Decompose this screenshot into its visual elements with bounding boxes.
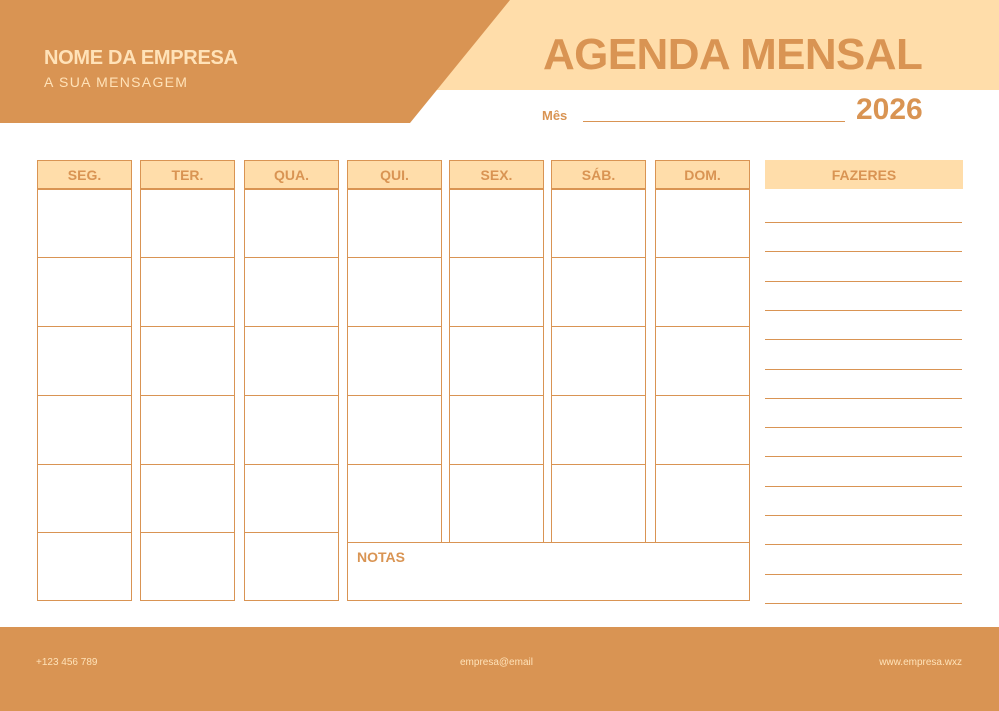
company-tagline: A SUA MENSAGEM: [44, 74, 189, 90]
todo-line[interactable]: [765, 281, 962, 282]
calendar-day-cell[interactable]: [37, 395, 132, 465]
calendar-day-cell[interactable]: [140, 257, 235, 327]
calendar-day-cell[interactable]: [551, 326, 646, 396]
calendar-day-cell[interactable]: [347, 326, 442, 396]
todo-line[interactable]: [765, 515, 962, 516]
calendar-day-cell[interactable]: [244, 464, 339, 533]
footer-website: www.empresa.wxz: [879, 657, 962, 668]
calendar-day-cell[interactable]: [551, 189, 646, 258]
calendar-day-cell[interactable]: [37, 326, 132, 396]
calendar-day-cell[interactable]: [449, 189, 544, 258]
calendar-day-cell[interactable]: [140, 395, 235, 465]
footer-band: [0, 627, 999, 711]
footer-phone: +123 456 789: [36, 657, 98, 668]
calendar-day-cell[interactable]: [37, 464, 132, 533]
footer-email: empresa@email: [460, 657, 533, 668]
calendar-day-cell[interactable]: [551, 257, 646, 327]
todo-line[interactable]: [765, 456, 962, 457]
calendar-day-cell[interactable]: [244, 189, 339, 258]
calendar-day-cell[interactable]: [551, 395, 646, 465]
todo-line[interactable]: [765, 398, 962, 399]
todo-line[interactable]: [765, 603, 962, 604]
calendar-day-cell[interactable]: [347, 395, 442, 465]
todo-line[interactable]: [765, 574, 962, 575]
month-input-line[interactable]: [583, 121, 845, 122]
calendar-day-cell[interactable]: [244, 326, 339, 396]
calendar-day-cell[interactable]: [244, 532, 339, 601]
todo-line[interactable]: [765, 310, 962, 311]
todo-line[interactable]: [765, 222, 962, 223]
calendar-day-cell[interactable]: [347, 189, 442, 258]
calendar-day-cell[interactable]: [449, 395, 544, 465]
month-label: Mês: [542, 108, 568, 123]
calendar-day-cell[interactable]: [37, 189, 132, 258]
todo-header: FAZERES: [765, 160, 963, 189]
weekday-header: SÁB.: [551, 160, 646, 189]
calendar-day-cell[interactable]: [244, 395, 339, 465]
calendar-day-cell[interactable]: [655, 464, 750, 544]
todo-line[interactable]: [765, 427, 962, 428]
calendar-day-cell[interactable]: [37, 257, 132, 327]
calendar-day-cell[interactable]: [655, 326, 750, 396]
calendar-day-cell[interactable]: [655, 395, 750, 465]
weekday-header: TER.: [140, 160, 235, 189]
calendar-day-cell[interactable]: [140, 326, 235, 396]
weekday-header: QUA.: [244, 160, 339, 189]
year-value: 2026: [856, 93, 923, 126]
calendar-day-cell[interactable]: [551, 464, 646, 544]
weekday-header: SEX.: [449, 160, 544, 189]
calendar-day-cell[interactable]: [449, 257, 544, 327]
notes-box[interactable]: [347, 542, 750, 601]
page-title: AGENDA MENSAL: [543, 30, 923, 79]
weekday-header: QUI.: [347, 160, 442, 189]
calendar-day-cell[interactable]: [655, 257, 750, 327]
notes-label: NOTAS: [357, 549, 405, 565]
todo-line[interactable]: [765, 251, 962, 252]
calendar-day-cell[interactable]: [37, 532, 132, 601]
calendar-day-cell[interactable]: [140, 464, 235, 533]
calendar-day-cell[interactable]: [655, 189, 750, 258]
company-name: NOME DA EMPRESA: [44, 47, 238, 69]
todo-line[interactable]: [765, 339, 962, 340]
calendar-day-cell[interactable]: [140, 189, 235, 258]
todo-line[interactable]: [765, 369, 962, 370]
calendar-day-cell[interactable]: [449, 464, 544, 544]
calendar-day-cell[interactable]: [244, 257, 339, 327]
weekday-header: SEG.: [37, 160, 132, 189]
weekday-header: DOM.: [655, 160, 750, 189]
calendar-day-cell[interactable]: [347, 257, 442, 327]
todo-line[interactable]: [765, 544, 962, 545]
calendar-day-cell[interactable]: [449, 326, 544, 396]
calendar-day-cell[interactable]: [140, 532, 235, 601]
todo-line[interactable]: [765, 486, 962, 487]
calendar-day-cell[interactable]: [347, 464, 442, 544]
